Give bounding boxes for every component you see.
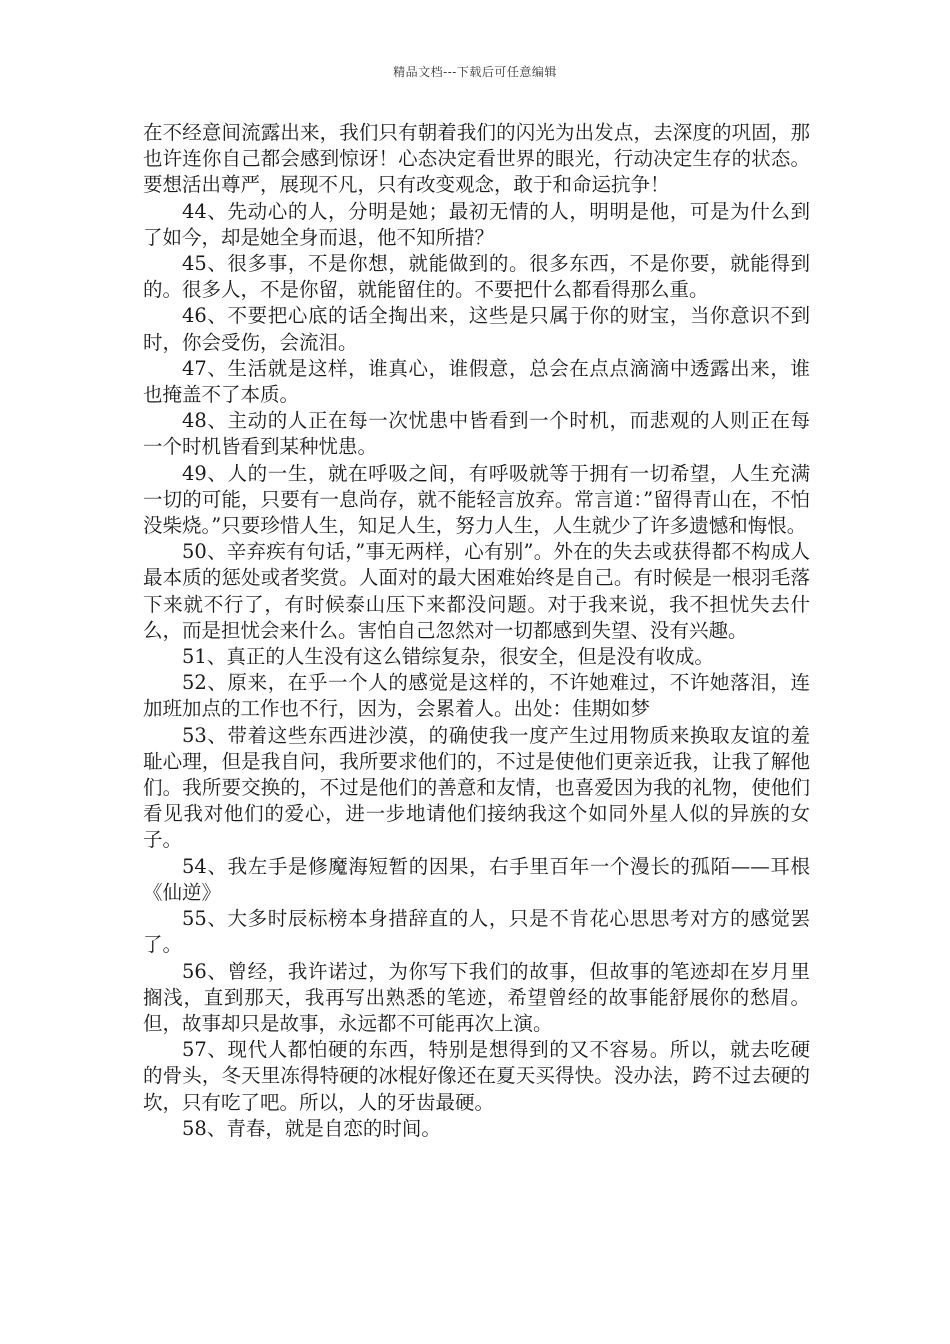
- page-header: 精品文档---下载后可任意编辑: [393, 65, 557, 79]
- paragraph-47: 47、生活就是这样，谁真心，谁假意，总会在点点滴滴中透露出来，谁也掩盖不了本质。: [143, 356, 810, 407]
- paragraph: 在不经意间流露出来，我们只有朝着我们的闪光为出发点，去深度的巩固，那也许连你自己都会感到惊讶！心态决定看世界的眼光，行动决定生存的状态。要想活出尊严，展现不凡，只有改变观念，敢于和命运抗争！: [143, 121, 810, 197]
- paragraph-55: 55、大多时辰标榜本身措辞直的人，只是不肯花心思思考对方的感觉罢了。: [143, 907, 810, 957]
- paragraph-45: 45、很多事，不是你想，就能做到的。很多东西，不是你要，就能得到的。很多人，不是你留，就能留住的。不要把什么都看得那么重。: [143, 252, 810, 302]
- paragraph-57: 57、现代人都怕硬的东西，特别是想得到的又不容易。所以，就去吃硬的骨头，冬天里冻得特硬的冰棍好像还在夏天买得快。没办法，跨不过去硬的坎，只有吃了吧。所以，人的牙齿最硬。: [143, 1038, 810, 1114]
- paragraph-44: 44、先动心的人，分明是她；最初无情的人，明明是他，可是为什么到了如今，却是她全身而退，他不知所措？: [143, 199, 810, 249]
- paragraph-49: 49、人的一生，就在呼吸之间，有呼吸就等于拥有一切希望，人生充满一切的可能，只要有一息尚存，就不能轻言放弃。常言道：”留得青山在，不怕没柴烧。”只要珍惜人生，知足人生，努力人生，人生就少了许多遗憾和悔恨。: [143, 461, 810, 538]
- document-body: [143, 120, 830, 1142]
- paragraph-54: 54、我左手是修魔海短暂的因果，右手里百年一个漫长的孤陌——耳根 《仙逆》: [143, 854, 830, 904]
- paragraph-46: 46、不要把心底的话全掏出来，这些是只属于你的财宝，当你意识不到时，你会受伤，会流泪。: [143, 304, 810, 354]
- paragraph-58: 58、青春，就是自恋的时间。: [182, 1116, 441, 1140]
- paragraph-51: 51、真正的人生没有这么错综复杂，很安全，但是没有收成。: [182, 645, 714, 669]
- paragraph-53: 53、带着这些东西进沙漠，的确使我一度产生过用物质来换取友谊的羞耻心理，但是我自问，我所要求他们的，不过是使他们更亲近我，让我了解他们。我所要交换的，不过是他们的善意和友情，也喜爱因为我的礼物，使他们看见我对他们的爱心，进一步地请他们接纳我这个如同外星人似的异族的女子。: [143, 723, 810, 852]
- paragraph-50: 50、辛弃疾有句话，”事无两样，心有别”。外在的失去或获得都不构成人最本质的惩处或者奖赏。人面对的最大困难始终是自己。有时候是一根羽毛落下来就不行了，有时候泰山压下来都没问题。对于我来说，我不担忧失去什么，而是担忧会来什么。害怕自己忽然对一切都感到失望、没有兴趣。: [143, 540, 810, 642]
- paragraph-52: 52、原来，在乎一个人的感觉是这样的，不许她难过，不许她落泪，连加班加点的工作也不行，因为，会累着人。出处：佳期如梦: [143, 671, 810, 721]
- paragraph-56: 56、曾经，我许诺过，为你写下我们的故事，但故事的笔迹却在岁月里搁浅，直到那天，我再写出熟悉的笔迹，希望曾经的故事能舒展你的愁眉。但，故事却只是故事，永远都不可能再次上演。: [143, 959, 810, 1035]
- paragraph-48: 48、主动的人正在每一次忧患中皆看到一个时机，而悲观的人则正在每一个时机皆看到某种忧患。: [143, 409, 810, 459]
